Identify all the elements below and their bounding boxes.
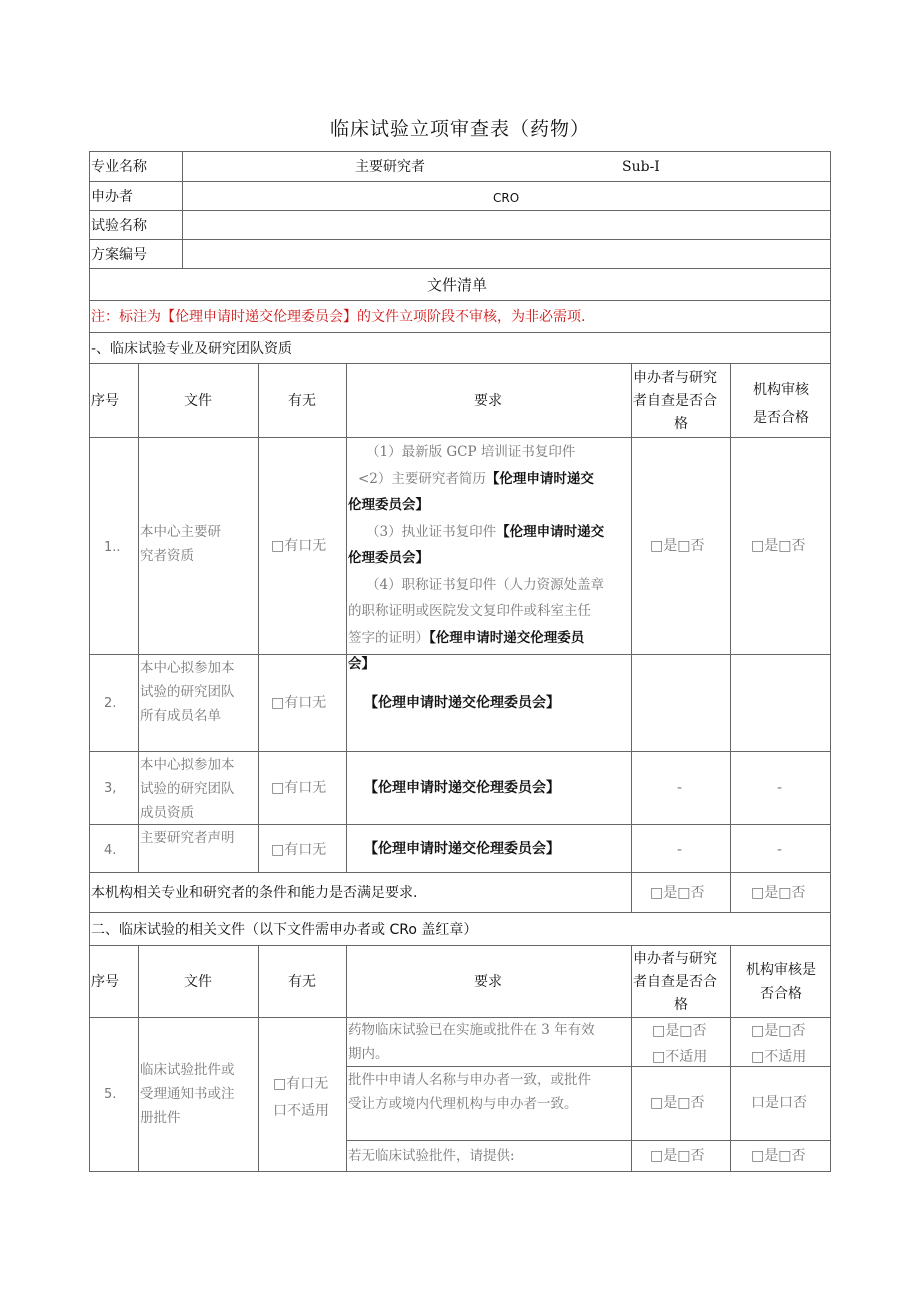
col-header-req: 要求 xyxy=(474,393,502,409)
section1-title: -、临床试验专业及研究团队资质 xyxy=(91,341,293,357)
summary-self-check[interactable]: □是□否 xyxy=(650,885,705,901)
col-header-inst: 机构审核 是否合格 xyxy=(753,382,809,426)
row5a-inst-check[interactable]: □是□否 □不适用 xyxy=(751,1023,807,1065)
col-header-file: 文件 xyxy=(184,393,212,409)
row5-has-checkbox[interactable]: □有口无 口不适用 xyxy=(273,1076,329,1119)
row1-requirements: （1）最新版 GCP 培训证书复印件 <2）主要研究者简历【伦理申请时递交 伦理委员会】 （3）执业证书复印件【伦理申请时递交 伦理委员会】 （4）职称证书复印件（人力资源处盖章 的职称证明或医院发文复印件或科室主任 签字的证明）【伦理申请时递交伦理委员 会】 xyxy=(348,444,605,672)
row2-no: 2. xyxy=(104,696,117,711)
sponsor-label: 申办者 xyxy=(91,189,133,205)
row4-requirement: 【伦理申请时递交伦理委员会】 xyxy=(364,841,560,857)
subi-label: Sub-I xyxy=(622,159,660,175)
pi-label: 主要研究者 xyxy=(355,159,425,175)
col2-header-has: 有无 xyxy=(288,974,316,990)
row1-self-check[interactable]: □是□否 xyxy=(650,538,705,554)
row5-file: 临床试验批件或 受理通知书或注 册批件 xyxy=(140,1062,235,1126)
row5a-requirement: 药物临床试验已在实施或批件在 3 年有效 期内。 xyxy=(348,1022,595,1062)
file-list-title: 文件清单 xyxy=(427,276,488,294)
row4-inst-dash: - xyxy=(777,842,783,858)
col2-header-inst: 机构审核是 否合格 xyxy=(746,962,816,1002)
row1-file: 本中心主要研 究者资质 xyxy=(140,524,221,564)
row2-has-checkbox[interactable]: □有口无 xyxy=(271,695,327,711)
row4-file: 主要研究者声明 xyxy=(140,830,235,846)
row3-no: 3, xyxy=(104,781,117,796)
section2-title: 二、临床试验的相关文件（以下文件需申办者或 CRo 盖红章） xyxy=(91,922,478,938)
row1-inst-check[interactable]: □是□否 xyxy=(751,538,806,554)
row5a-self-check[interactable]: □是□否 □不适用 xyxy=(652,1023,708,1065)
col-header-has: 有无 xyxy=(288,393,316,409)
row5c-self-check[interactable]: □是□否 xyxy=(650,1148,705,1164)
row3-self-dash: - xyxy=(677,780,683,796)
col2-header-req: 要求 xyxy=(474,974,502,990)
col-header-no: 序号 xyxy=(91,393,119,409)
row5c-requirement: 若无临床试验批件，请提供: xyxy=(348,1148,515,1164)
col-header-self: 申办者与研究 者自查是否合 格 xyxy=(633,370,717,432)
page-title: 临床试验立项审查表（药物） xyxy=(329,118,590,140)
row1-has-checkbox[interactable]: □有口无 xyxy=(271,538,327,554)
section1-summary: 本机构相关专业和研究者的条件和能力是否满足要求. xyxy=(91,885,418,901)
summary-inst-check[interactable]: □是□否 xyxy=(751,885,806,901)
row4-self-dash: - xyxy=(677,842,683,858)
row3-file: 本中心拟参加本 试验的研究团队 成员资质 xyxy=(140,757,235,821)
row4-has-checkbox[interactable]: □有口无 xyxy=(271,842,327,858)
note-text: 注：标注为【伦理申请时递交伦理委员会】的文件立项阶段不审核，为非必需项. xyxy=(91,309,586,325)
row1-no: 1.. xyxy=(104,540,121,555)
protocol-no-label: 方案编号 xyxy=(91,247,147,263)
row2-file: 本中心拟参加本 试验的研究团队 所有成员名单 xyxy=(140,660,235,724)
row3-inst-dash: - xyxy=(777,780,783,796)
cro-label: CRO xyxy=(493,191,520,205)
row5c-inst-check[interactable]: □是□否 xyxy=(751,1148,806,1164)
col2-header-no: 序号 xyxy=(91,974,119,990)
col2-header-self: 申办者与研究 者自查是否合 格 xyxy=(633,951,717,1013)
row5b-self-check[interactable]: □是□否 xyxy=(650,1095,705,1111)
row2-requirement: 【伦理申请时递交伦理委员会】 xyxy=(364,695,560,711)
row3-requirement: 【伦理申请时递交伦理委员会】 xyxy=(364,780,560,796)
specialty-label: 专业名称 xyxy=(91,159,147,175)
col2-header-file: 文件 xyxy=(184,974,212,990)
row4-no: 4. xyxy=(104,843,117,858)
row5b-requirement: 批件中申请人名称与申办者一致，或批件 受让方或境内代理机构与申办者一致。 xyxy=(348,1072,591,1112)
row5b-inst-check[interactable]: 口是口否 xyxy=(751,1095,807,1111)
row3-has-checkbox[interactable]: □有口无 xyxy=(271,780,327,796)
row5-no: 5. xyxy=(104,1087,117,1102)
trial-name-label: 试验名称 xyxy=(91,218,147,234)
